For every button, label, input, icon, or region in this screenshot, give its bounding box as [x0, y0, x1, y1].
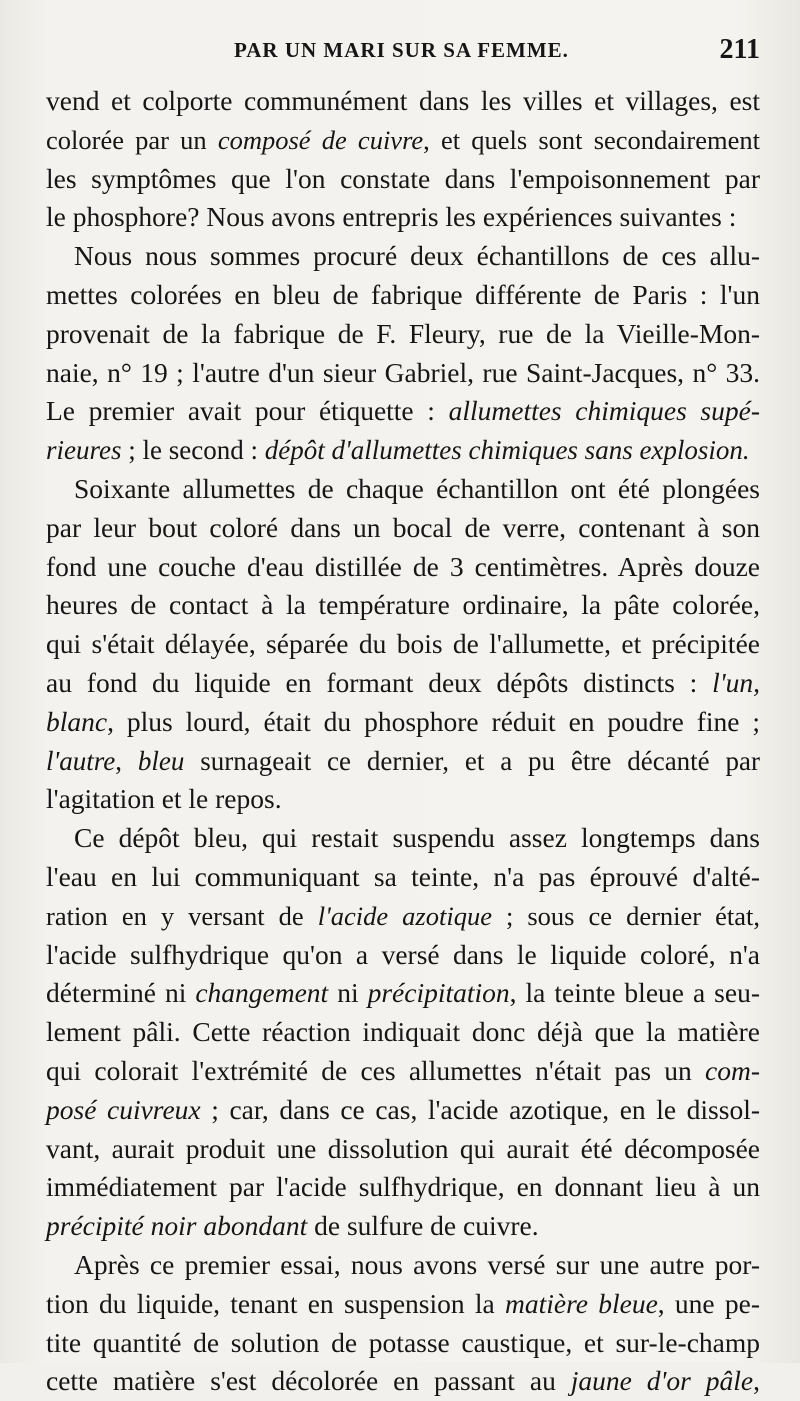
italic-text: précipité noir abondant	[46, 1210, 308, 1242]
text-run: Soixante allumettes de chaque échantillon ont été plongées	[74, 472, 760, 504]
text-line	[46, 1091, 760, 1130]
text-run: par leur bout coloré dans un bocal de verre, contenant à son	[46, 511, 760, 543]
text-line	[46, 548, 760, 587]
text-run: ; car, dans ce cas, l'acide azotique, en le dissol-	[200, 1093, 760, 1125]
text-run: mettes colorées en bleu de fabrique différente de Paris : l'un	[46, 278, 760, 310]
text-line	[46, 1168, 760, 1207]
text-run: Le premier avait pour étiquette :	[46, 395, 449, 427]
text-run: provenait de la fabrique de F. Fleury, rue de la Vieille-Mon-	[46, 317, 760, 349]
text-line	[46, 936, 760, 975]
text-line	[46, 664, 760, 703]
text-run: le phosphore? Nous avons entrepris les expériences suivantes :	[46, 201, 737, 233]
text-run: vant, aurait produit une dissolution qui aurait été décomposée	[46, 1132, 760, 1164]
text-run: colorée par un	[46, 124, 218, 155]
text-line	[46, 1324, 760, 1363]
text-run: l'acide sulfhydrique qu'on a versé dans le liquide coloré, n'a	[46, 938, 760, 970]
text-line	[46, 509, 760, 548]
text-line	[46, 703, 760, 742]
text-run: surnageait ce dernier, et a pu être décanté par	[184, 745, 760, 776]
text-run: vend et colporte communément dans les villes et villages, est	[46, 85, 760, 116]
text-run: au fond du liquide en formant deux dépôts distincts :	[46, 666, 713, 698]
text-line	[46, 858, 760, 897]
text-run: déterminé ni	[46, 977, 196, 1009]
text-run: Nous nous sommes procuré deux échantillons de ces allu-	[74, 240, 760, 272]
text-line	[46, 1052, 760, 1091]
text-run: l'agitation et le repos.	[46, 783, 282, 815]
text-run: heures de contact à la température ordinaire, la pâte colorée,	[46, 589, 760, 621]
text-run: , la teinte bleue a seu-	[509, 977, 760, 1009]
text-run: les symptômes que l'on constate dans l'empoisonnement par	[46, 162, 760, 194]
text-run: ; le second :	[121, 435, 265, 466]
italic-text: changement	[195, 977, 329, 1009]
text-line	[46, 121, 760, 160]
text-run: immédiatement par l'acide sulfhydrique, en donnant lieu à un	[46, 1171, 760, 1203]
text-run: ni	[328, 977, 368, 1009]
text-line	[46, 198, 760, 237]
text-run: ,	[115, 745, 138, 776]
text-line	[46, 237, 760, 276]
italic-text: dépôt d'allumettes chimiques sans explosion.	[264, 435, 750, 466]
text-run: qui colorait l'extrémité de ces allumettes n'était pas un	[46, 1054, 706, 1086]
page-number: 211	[719, 34, 760, 65]
text-run: ration en y versant de	[46, 900, 318, 931]
text-line	[46, 431, 760, 470]
page-header	[48, 34, 760, 78]
text-run: lement pâli. Cette réaction indiquait donc déjà que la matière	[46, 1016, 760, 1048]
italic-text: com-	[705, 1054, 760, 1086]
italic-text: précipitation	[367, 977, 510, 1009]
italic-text: rieures	[46, 435, 122, 466]
text-line	[46, 315, 760, 354]
text-run: ; sous ce dernier état,	[491, 900, 760, 931]
text-run: Après ce premier essai, nous avons versé sur une autre por-	[74, 1248, 760, 1280]
text-run: Ce dépôt bleu, qui restait suspendu assez longtemps dans	[74, 822, 760, 854]
body-text	[46, 82, 760, 1401]
text-run: , et quels sont secondairement	[423, 124, 760, 155]
text-line	[46, 897, 760, 936]
text-run: tite quantité de solution de potasse caustique, et sur-le-champ	[46, 1326, 760, 1358]
text-run: l'eau en lui communiquant sa teinte, n'a pas éprouvé d'alté-	[46, 860, 760, 892]
text-line	[46, 974, 760, 1013]
italic-text: composé de cuivre	[217, 124, 424, 155]
italic-text: posé cuivreux	[46, 1093, 201, 1125]
text-line	[46, 586, 760, 625]
text-line	[46, 1013, 760, 1052]
italic-text: matière bleue	[505, 1287, 658, 1319]
text-line	[46, 819, 760, 858]
italic-text: bleu	[137, 745, 185, 776]
text-run: naie, n° 19 ; l'autre d'un sieur Gabriel, rue Saint-Jacques, n° 33.	[46, 356, 760, 388]
italic-text: blanc	[46, 705, 108, 737]
text-line	[46, 470, 760, 509]
text-line	[46, 392, 760, 431]
text-line	[46, 354, 760, 393]
italic-text: l'acide azotique	[317, 900, 492, 931]
italic-text: l'autre	[46, 745, 116, 776]
running-title: PAR UN MARI SUR SA FEMME.	[234, 38, 569, 62]
italic-text: jaune d'or pâle	[570, 1365, 754, 1397]
text-run: , plus lourd, était du phosphore réduit en poudre fine ;	[107, 705, 760, 737]
text-run: , une pe-	[657, 1287, 760, 1319]
text-line	[46, 780, 760, 819]
text-line	[46, 1285, 760, 1324]
text-line	[46, 1130, 760, 1169]
text-line	[46, 82, 760, 121]
italic-text: l'un,	[712, 666, 760, 698]
text-run: tion du liquide, tenant en suspension la	[46, 1287, 505, 1319]
text-line	[46, 276, 760, 315]
text-line	[46, 625, 760, 664]
text-run: qui s'était délayée, séparée du bois de l'allumette, et précipitée	[46, 628, 760, 660]
italic-text: allumettes chimiques supé-	[448, 395, 760, 427]
text-line	[46, 742, 760, 781]
text-line	[46, 160, 760, 199]
text-run: fond une couche d'eau distillée de 3 centimètres. Après douze	[46, 550, 760, 582]
text-run: ,	[753, 1365, 760, 1397]
text-run: de sulfure de cuivre.	[307, 1210, 539, 1242]
text-line	[46, 1207, 760, 1246]
text-line	[46, 1246, 760, 1285]
text-line	[46, 1362, 760, 1401]
text-run: cette matière s'est décolorée en passant au	[46, 1365, 571, 1397]
